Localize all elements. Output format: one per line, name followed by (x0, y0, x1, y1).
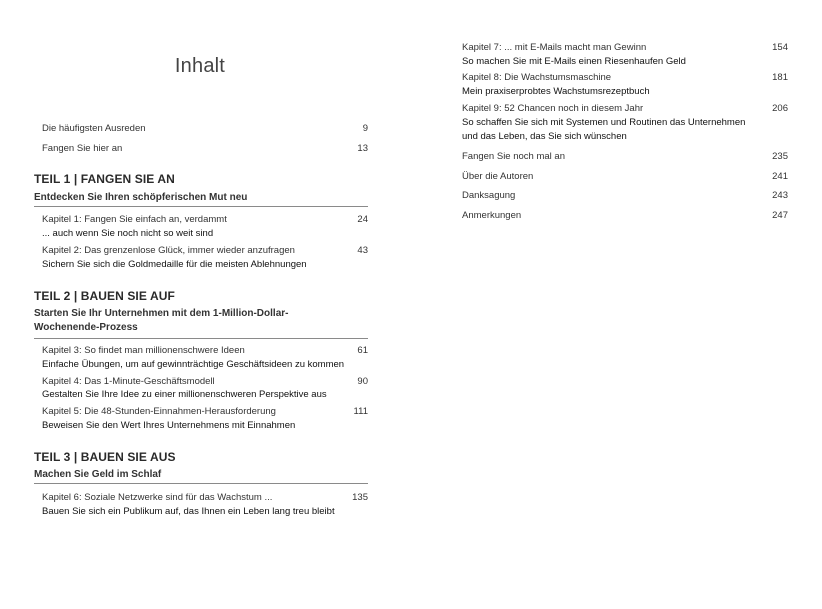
chapter-subtitle: Bauen Sie sich ein Publikum auf, das Ihnen ein Leben lang treu bleibt (42, 506, 335, 517)
part-heading: TEIL 3 | BAUEN SIE AUS (34, 450, 176, 464)
toc-entry-page: 9 (362, 123, 368, 134)
chapter-page: 135 (352, 492, 368, 503)
chapter-subtitle: Sichern Sie sich die Goldmedaille für die meisten Ablehnungen (42, 259, 307, 270)
toc-entry-page: 247 (772, 210, 788, 221)
chapter-title: Kapitel 9: 52 Chancen noch in diesem Jahr (462, 103, 644, 114)
chapter-title: Kapitel 3: So findet man millionenschwere Ideen (42, 345, 245, 356)
chapter-page: 206 (772, 103, 788, 114)
chapter-page: 24 (357, 214, 368, 225)
part-subtitle: Machen Sie Geld im Schlaf (34, 469, 162, 480)
chapter-title: Kapitel 8: Die Wachstumsmaschine (462, 72, 612, 83)
toc-entry-title: Fangen Sie hier an (42, 143, 123, 154)
divider (34, 483, 368, 484)
chapter-subtitle: ... auch wenn Sie noch nicht so weit sind (42, 228, 214, 239)
chapter-title: Kapitel 7: ... mit E-Mails macht man Gewinn (462, 42, 647, 53)
part-heading: TEIL 2 | BAUEN SIE AUF (34, 289, 175, 303)
chapter-page: 154 (772, 42, 788, 53)
toc-entry-title: Anmerkungen (462, 210, 522, 221)
chapter-title: Kapitel 6: Soziale Netzwerke sind für das Wachstum ... (42, 492, 273, 503)
divider (34, 206, 368, 207)
toc-entry-title: Die häufigsten Ausreden (42, 123, 146, 134)
chapter-page: 181 (772, 72, 788, 83)
chapter-page: 61 (357, 345, 368, 356)
chapter-title: Kapitel 4: Das 1-Minute-Geschäftsmodell (42, 376, 215, 387)
chapter-subtitle: Gestalten Sie Ihre Idee zu einer millionenschweren Perspektive aus (42, 389, 327, 400)
part-subtitle-line: Starten Sie Ihr Unternehmen mit dem 1-Million-Dollar- (34, 308, 289, 319)
toc-entry-title: Über die Autoren (462, 171, 534, 182)
toc-entry-page: 241 (772, 171, 788, 182)
right-page (411, 0, 822, 609)
part-heading: TEIL 1 | FANGEN SIE AN (34, 172, 175, 186)
part-subtitle (34, 307, 288, 335)
chapter-subtitle: Beweisen Sie den Wert Ihres Unternehmens mit Einnahmen (42, 420, 296, 431)
chapter-subtitle: Mein praxiserprobtes Wachstumsrezeptbuch (462, 86, 650, 97)
chapter-title: Kapitel 5: Die 48-Stunden-Einnahmen-Herausforderung (42, 406, 276, 417)
part-subtitle: Entdecken Sie Ihren schöpferischen Mut neu (34, 192, 248, 203)
toc-title: Inhalt (174, 55, 226, 77)
chapter-page: 90 (357, 376, 368, 387)
part-subtitle-line: Wochenende-Prozess (34, 322, 138, 333)
toc-entry-page: 13 (357, 143, 368, 154)
toc-entry-title: Danksagung (462, 190, 516, 201)
chapter-title: Kapitel 1: Fangen Sie einfach an, verdammt (42, 214, 227, 225)
toc-entry-page: 243 (772, 190, 788, 201)
toc-entry-title: Fangen Sie noch mal an (462, 151, 565, 162)
toc-entry-page: 235 (772, 151, 788, 162)
chapter-title: Kapitel 2: Das grenzenlose Glück, immer wieder anzufragen (42, 245, 295, 256)
divider (34, 338, 368, 339)
chapter-page: 43 (357, 245, 368, 256)
chapter-subtitle: So schaffen Sie sich mit Systemen und Routinen das Unternehmen (462, 117, 746, 128)
chapter-subtitle: und das Leben, das Sie sich wünschen (462, 131, 627, 142)
chapter-page: 111 (353, 406, 368, 417)
chapter-subtitle: Einfache Übungen, um auf gewinnträchtige Geschäftsideen zu kommen (42, 359, 345, 370)
chapter-subtitle: So machen Sie mit E-Mails einen Riesenhaufen Geld (462, 56, 686, 67)
